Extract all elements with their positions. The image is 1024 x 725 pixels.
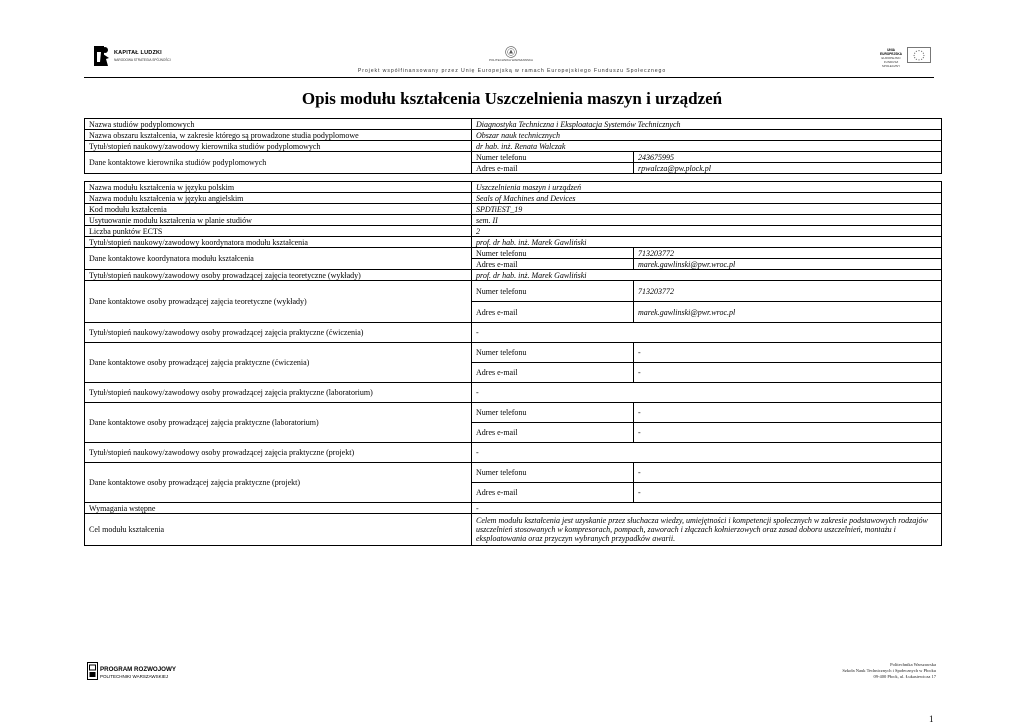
politechnika-warszawska-logo <box>488 46 534 68</box>
row-value: - <box>472 383 942 403</box>
phone-value: - <box>634 343 942 363</box>
row-value: - <box>472 503 942 514</box>
pw-mark-icon <box>87 662 98 680</box>
table-row <box>85 182 942 193</box>
sub-label: Adres e-mail <box>472 259 634 270</box>
eu-logo-text: UNIA EUROPEJSKA EUROPEJSKI FUNDUSZ SPOŁECZNY <box>880 48 902 68</box>
sub-label: Numer telefonu <box>472 343 634 363</box>
header-divider <box>84 77 934 78</box>
row-label: Nazwa modułu kształcenia w języku polskim <box>85 182 472 193</box>
kapital-ludzki-logo <box>94 44 184 70</box>
sub-label: Numer telefonu <box>472 463 634 483</box>
row-label: Kod modułu kształcenia <box>85 204 472 215</box>
table-row <box>85 443 942 463</box>
row-value: Uszczelnienia maszyn i urządzeń <box>472 182 942 193</box>
table-row <box>85 248 942 259</box>
left-logo-subtitle: NARODOWA STRATEGIA SPÓJNOŚCI <box>114 58 171 62</box>
row-value: Diagnostyka Techniczna i Eksploatacja Systemów Technicznych <box>472 119 942 130</box>
table-row <box>85 226 942 237</box>
left-logo-title: KAPITAŁ LUDZKI <box>114 50 162 56</box>
phone-value: - <box>634 463 942 483</box>
sub-label: Adres e-mail <box>472 363 634 383</box>
phone-value: 713203772 <box>634 281 942 302</box>
row-label: Tytuł/stopień naukowy/zawodowy osoby prowadzącej zajęcia praktyczne (laboratorium) <box>85 383 472 403</box>
row-label: Tytuł/stopień naukowy/zawodowy osoby prowadzącej zajęcia teoretyczne (wykłady) <box>85 270 472 281</box>
row-label: Dane kontaktowe osoby prowadzącej zajęcia praktyczne (ćwiczenia) <box>85 343 472 383</box>
email-value: - <box>634 363 942 383</box>
row-label: Usytuowanie modułu kształcenia w planie studiów <box>85 215 472 226</box>
table-row <box>85 119 942 130</box>
table-row <box>85 215 942 226</box>
program-rozwojowy-logo <box>87 662 187 684</box>
table-row <box>85 343 942 363</box>
footer-address <box>842 662 936 680</box>
sub-label: Adres e-mail <box>472 483 634 503</box>
email-value: - <box>634 483 942 503</box>
row-value: Seals of Machines and Devices <box>472 193 942 204</box>
module-goal-text: Celem modułu kształcenia jest uzyskanie przez słuchacza wiedzy, umiejętności i kompetencji społecznych w zakresie podstawowych rodzajów uszczelnień stosowanych w kompresorach, pompach, zaworach i złączach kołnierzowych oraz zasad doboru uszczelnień, montażu i eksploatowania oraz przyczyn wybranych przypadków awarii. <box>472 514 942 546</box>
row-label: Dane kontaktowe osoby prowadzącej zajęcia praktyczne (projekt) <box>85 463 472 503</box>
phone-value: 713203772 <box>634 248 942 259</box>
module-info-table <box>84 181 942 546</box>
table-row <box>85 270 942 281</box>
row-label: Cel modułu kształcenia <box>85 514 472 546</box>
row-label: Dane kontaktowe koordynatora modułu kształcenia <box>85 248 472 270</box>
row-value: 2 <box>472 226 942 237</box>
sub-label: Adres e-mail <box>472 423 634 443</box>
row-label: Nazwa obszaru kształcenia, w zakresie którego są prowadzone studia podyplomowe <box>85 130 472 141</box>
email-value: - <box>634 423 942 443</box>
table-row <box>85 514 942 546</box>
document-title: Opis modułu kształcenia Uszczelnienia maszyn i urządzeń <box>301 89 723 108</box>
sub-label: Adres e-mail <box>472 163 634 174</box>
row-label: Tytuł/stopień naukowy/zawodowy kierownika studiów podyplomowych <box>85 141 472 152</box>
row-value: prof. dr hab. inż. Marek Gawliński <box>472 270 942 281</box>
studies-info-table <box>84 118 942 174</box>
table-row <box>85 403 942 423</box>
sub-label: Numer telefonu <box>472 152 634 163</box>
row-label: Tytuł/stopień naukowy/zawodowy osoby prowadzącej zajęcia praktyczne (ćwiczenia) <box>85 323 472 343</box>
cofinancing-tagline: Projekt współfinansowany przez Unię Europejską w ramach Europejskiego Funduszu Społecznego <box>357 68 667 74</box>
email-value: rpwalcza@pw.plock.pl <box>634 163 942 174</box>
sub-label: Numer telefonu <box>472 281 634 302</box>
center-logo-caption: POLITECHNIKA WARSZAWSKA <box>488 58 534 62</box>
table-row <box>85 193 942 204</box>
eu-flag-icon <box>907 47 931 63</box>
table-row <box>85 237 942 248</box>
address-line: 09-400 Płock, ul. Łukasiewicza 17 <box>873 674 936 679</box>
footer-logo-subtitle: POLITECHNIKI WARSZAWSKIEJ <box>100 674 169 679</box>
row-value: SPDTiEST_19 <box>472 204 942 215</box>
table-row <box>85 281 942 302</box>
table-row <box>85 152 942 163</box>
row-label: Tytuł/stopień naukowy/zawodowy osoby prowadzącej zajęcia praktyczne (projekt) <box>85 443 472 463</box>
footer-logo-title: PROGRAM ROZWOJOWY <box>100 666 176 673</box>
row-label: Dane kontaktowe kierownika studiów podyplomowych <box>85 152 472 174</box>
sub-label: Adres e-mail <box>472 302 634 323</box>
table-row <box>85 383 942 403</box>
table-row <box>85 204 942 215</box>
row-label: Nazwa modułu kształcenia w języku angielskim <box>85 193 472 204</box>
row-label: Dane kontaktowe osoby prowadzącej zajęcia teoretyczne (wykłady) <box>85 281 472 323</box>
table-row <box>85 141 942 152</box>
email-value: marek.gawlinski@pwr.wroc.pl <box>634 302 942 323</box>
address-line: Politechnika Warszawska <box>890 662 936 667</box>
human-figure-icon <box>94 44 110 68</box>
row-value: - <box>472 323 942 343</box>
row-label: Dane kontaktowe osoby prowadzącej zajęcia praktyczne (laboratorium) <box>85 403 472 443</box>
sub-label: Numer telefonu <box>472 403 634 423</box>
table-row <box>85 130 942 141</box>
row-value: prof. dr hab. inż. Marek Gawliński <box>472 237 942 248</box>
page-number: 1 <box>929 714 934 724</box>
address-line: Szkoła Nauk Technicznych i Społecznych w Płocku <box>842 668 936 673</box>
row-value: - <box>472 443 942 463</box>
row-label: Tytuł/stopień naukowy/zawodowy koordynatora modułu kształcenia <box>85 237 472 248</box>
sub-label: Numer telefonu <box>472 248 634 259</box>
phone-value: 243675995 <box>634 152 942 163</box>
row-label: Nazwa studiów podyplomowych <box>85 119 472 130</box>
row-label: Wymagania wstępne <box>85 503 472 514</box>
eu-logo <box>876 47 932 68</box>
phone-value: - <box>634 403 942 423</box>
table-row <box>85 323 942 343</box>
email-value: marek.gawlinski@pwr.wroc.pl <box>634 259 942 270</box>
row-value: sem. II <box>472 215 942 226</box>
table-row <box>85 463 942 483</box>
table-row <box>85 503 942 514</box>
row-label: Liczba punktów ECTS <box>85 226 472 237</box>
university-seal-icon <box>505 46 517 58</box>
row-value: dr hab. inż. Renata Walczak <box>472 141 942 152</box>
row-value: Obszar nauk technicznych <box>472 130 942 141</box>
